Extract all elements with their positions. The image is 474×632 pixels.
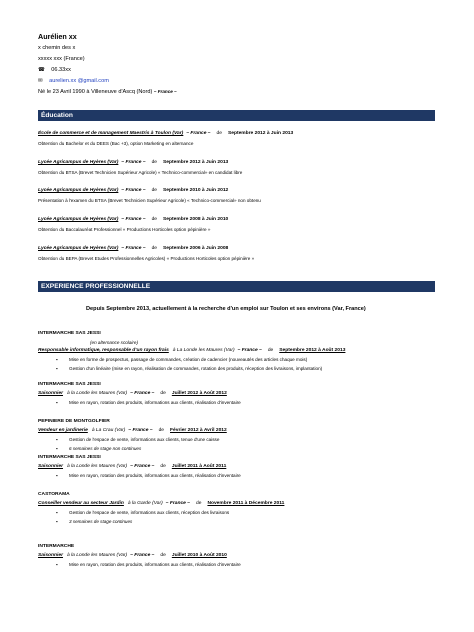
job-location: à La Crau (Var) — [91, 428, 126, 433]
bullet-icon: ▪ — [56, 519, 58, 524]
job-role: Saisonnier — [38, 553, 64, 558]
job-role-line — [38, 464, 226, 469]
education-description: Obtention du Baccalauréat Professionnel « Productions Horticoles option pépinière » — [38, 227, 211, 232]
education-dates: Septembre 2012 à Juin 2013 — [227, 131, 294, 136]
experience-intro: Depuis Septembre 2013, actuellement à la recherche d'un emploi sur Toulon et ses environs (Var, France) — [86, 306, 366, 312]
education-school: École de commerce et de management Maestris à Toulon (Var) — [38, 131, 184, 136]
phone-number: 06.33xx — [51, 67, 71, 73]
education-dates: Septembre 2012 à Juin 2013 — [163, 160, 229, 165]
job-bullet-item — [56, 519, 436, 527]
candidate-name: Aurélien xx — [38, 32, 77, 41]
job-de: de — [195, 501, 202, 506]
job-dates: Juillet 2010 à Août 2010 — [171, 553, 227, 558]
education-country: – France – — [121, 188, 146, 193]
job-role-line — [38, 428, 227, 433]
job-location: à la Londe les Maures (Var) — [67, 464, 128, 469]
job-bullet-item — [56, 473, 436, 481]
job-role-line — [38, 348, 345, 353]
job-de: de — [267, 348, 274, 353]
job-dates: Septembre 2012 à Août 2013 — [279, 348, 346, 353]
job-bullet-text: 6 semaines de stage non continues — [69, 446, 142, 451]
job-role-line — [38, 553, 227, 558]
education-description: Obtention du BEPA (Brevet Etudes Professionnelles Agricoles) « Productions Horticoles option pépinière » — [38, 256, 255, 261]
job-bullet-item — [56, 400, 436, 408]
birth-country: – France – — [153, 89, 177, 94]
company-name: PEPINIERE DE MONTGOLFIER — [38, 419, 110, 424]
education-entry-title — [38, 246, 228, 251]
phone-icon: ☎ — [38, 67, 45, 73]
job-role: Vendeur en jardinerie — [38, 428, 88, 433]
job-de: de — [160, 464, 166, 469]
phone-line — [38, 67, 71, 73]
education-description: Obtention du BTSA (Brevet Technicien Supérieur Agricole) « Technico-commercial» en candidat libre — [38, 170, 243, 175]
job-dates: Novembre 2011 à Décembre 2011 — [207, 501, 285, 506]
job-bullet-text: Mise en forme de prospectus, passage de commandes, création de cadencier (nouveautés des articles chaque mois) — [69, 357, 308, 362]
company-subtitle: (en alternance scolaire) — [90, 340, 139, 345]
job-country: – France – — [237, 348, 262, 353]
bullet-icon: ▪ — [56, 446, 58, 451]
education-description: Obtention du Bachelor et du DEES (Bac +3), option Marketing en alternance — [38, 141, 194, 146]
job-country: – France – — [128, 428, 153, 433]
bullet-icon: ▪ — [56, 473, 58, 478]
job-country: – France – — [130, 391, 155, 396]
education-heading — [38, 110, 435, 121]
address-street: x chemin des x — [38, 45, 76, 51]
education-de: de — [151, 246, 158, 251]
education-country: – France – — [121, 246, 146, 251]
job-de: de — [158, 428, 165, 433]
birth-info: Né le 23 Avril 1990 à Villeneuve d'Ascq (Nord) — [38, 89, 153, 95]
education-de: de — [151, 160, 158, 165]
job-bullet-item — [56, 562, 436, 570]
company-name: INTERMARCHE — [38, 544, 75, 549]
education-dates: Septembre 2008 à Juin 2010 — [163, 217, 229, 222]
education-country: – France – — [186, 131, 211, 136]
education-de: de — [151, 188, 158, 193]
job-de: de — [160, 553, 166, 558]
job-role: Saisonnier — [38, 464, 64, 469]
job-role: Responsable informatique, responsable d'un rayon frais — [38, 348, 169, 353]
education-country: – France – — [121, 160, 146, 165]
job-location: à la Londe les Maures (Var) — [67, 391, 128, 396]
education-entry-title — [38, 131, 293, 136]
job-location: à La Londe les Maures (Var) — [172, 348, 235, 353]
job-role: Saisonnier — [38, 391, 64, 396]
education-country: – France – — [121, 217, 146, 222]
experience-heading — [38, 281, 435, 292]
company-name: INTERMARCHE SAS JESSI — [38, 331, 101, 336]
experience-title: EXPERIENCE PROFESSIONNELLE — [41, 282, 151, 290]
email-line — [38, 78, 109, 84]
job-dates: Juillet 2012 à Août 2012 — [171, 391, 227, 396]
bullet-icon: ▪ — [56, 437, 58, 442]
job-role-line — [38, 501, 284, 506]
job-location: à la Garde (Var) — [127, 501, 163, 506]
bullet-icon: ▪ — [56, 366, 58, 371]
education-de: de — [151, 217, 158, 222]
job-bullet-text: Mise en rayon, rotation des produits, informations aux clients, réalisation d'inventaire — [69, 400, 241, 405]
email-link[interactable]: aurelien.xx @gmail.com — [49, 78, 109, 84]
education-entry-title — [38, 188, 228, 193]
education-dates: Septembre 2010 à Juin 2012 — [163, 188, 229, 193]
job-de: de — [160, 391, 166, 396]
job-bullet-item — [56, 366, 436, 374]
bullet-icon: ▪ — [56, 510, 58, 515]
address-city: xxxxx xxx (France) — [38, 56, 85, 62]
job-bullet-text: Mise en rayon, rotation des produits, informations aux clients, réalisation d'inventaire — [69, 473, 241, 478]
job-bullet-item — [56, 357, 436, 365]
job-bullet-item — [56, 437, 436, 445]
birth-line — [38, 89, 177, 95]
education-title: Éducation — [41, 111, 73, 119]
job-role: Conseiller vendeur au secteur Jardin — [38, 501, 124, 506]
job-location: à la Londe les Maures (Var) — [67, 553, 128, 558]
education-school: Lycée Agricampus de Hyères (Var) — [38, 217, 119, 222]
education-school: Lycée Agricampus de Hyères (Var) — [38, 246, 119, 251]
bullet-icon: ▪ — [56, 562, 58, 567]
job-bullet-text: Gestion de l'espace de vente, informations aux clients, tenue d'une caisse — [69, 437, 220, 442]
job-country: – France – — [165, 501, 190, 506]
job-bullet-text: Gestion d'un linéaire (mise en rayon, réalisation de commandes, rotation des produits, réception des livraisons, implantation) — [69, 366, 323, 371]
education-school: Lycée Agricampus de Hyères (Var) — [38, 160, 119, 165]
education-de: de — [216, 131, 222, 136]
job-country: – France – — [130, 464, 155, 469]
job-bullet-text: Gestion de l'espace de vente, informations aux clients, réception des livraisons — [69, 510, 230, 515]
company-name: CASTORAMA — [38, 492, 70, 497]
company-name: INTERMARCHE SAS JESSI — [38, 455, 101, 460]
job-bullet-text: 3 semaines de stage continues — [69, 519, 133, 524]
job-role-line — [38, 391, 227, 396]
education-description: Présentation à l'examen du BTSA (Brevet Technicien Supérieur Agricole) « Technico-commercial» non obtenu — [38, 198, 261, 203]
education-dates: Septembre 2006 à Juin 2008 — [163, 246, 229, 251]
bullet-icon: ▪ — [56, 357, 58, 362]
job-bullet-text: Mise en rayon, rotation des produits, informations aux clients, réalisation d'inventaire — [69, 562, 241, 567]
job-dates: Juillet 2011 à Août 2011 — [171, 464, 227, 469]
education-entry-title — [38, 217, 228, 222]
education-school: Lycée Agricampus de Hyères (Var) — [38, 188, 119, 193]
mail-icon: ✉ — [38, 78, 43, 84]
job-country: – France – — [130, 553, 155, 558]
bullet-icon: ▪ — [56, 400, 58, 405]
job-bullet-item — [56, 446, 436, 454]
job-bullet-item — [56, 510, 436, 518]
company-name: INTERMARCHE SAS JESSI — [38, 382, 101, 387]
education-entry-title — [38, 160, 228, 165]
job-dates: Février 2012 à Avril 2012 — [170, 428, 227, 433]
